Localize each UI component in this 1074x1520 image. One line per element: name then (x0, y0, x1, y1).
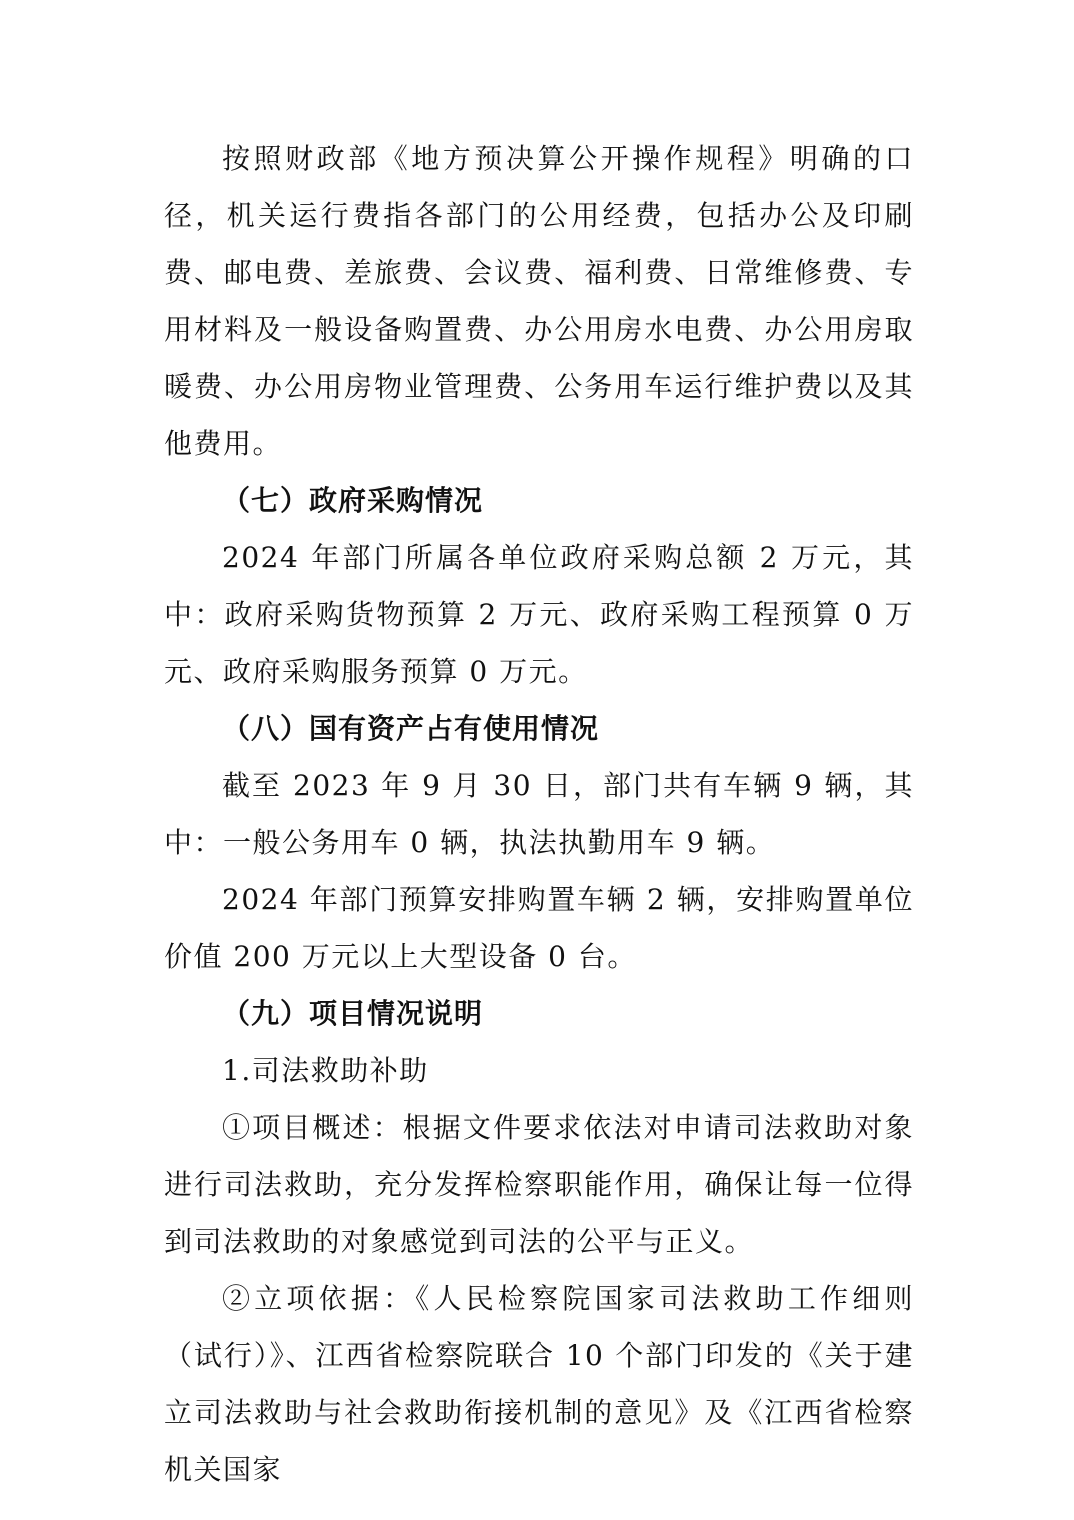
paragraph-vehicle-purchase: 2024 年部门预算安排购置车辆 2 辆，安排购置单位价值 200 万元以上大型设备 0 台。 (164, 883, 914, 973)
section-heading-government-procurement: （七）政府采购情况 (222, 484, 484, 517)
paragraph-project-overview: ①项目概述：根据文件要求依法对申请司法救助对象进行司法救助，充分发挥检察职能作用，确保让每一位得到司法救助的对象感觉到司法的公平与正义。 (164, 1111, 914, 1258)
document-body (164, 130, 914, 1498)
section-heading-state-assets: （八）国有资产占有使用情况 (222, 712, 600, 745)
section-heading-project-description: （九）项目情况说明 (222, 997, 484, 1030)
paragraph-vehicle-count: 截至 2023 年 9 月 30 日，部门共有车辆 9 辆，其中：一般公务用车 0 辆，执法执勤用车 9 辆。 (164, 769, 914, 859)
project-title-judicial-aid: 1.司法救助补助 (222, 1054, 429, 1087)
paragraph-operating-costs: 按照财政部《地方预决算公开操作规程》明确的口径，机关运行费指各部门的公用经费，包括办公及印刷费、邮电费、差旅费、会议费、福利费、日常维修费、专用材料及一般设备购置费、办公用房水电费、办公用房取暖费、办公用房物业管理费、公务用车运行维护费以及其他费用。 (164, 142, 914, 460)
paragraph-project-basis: ②立项依据：《人民检察院国家司法救助工作细则（试行）》、江西省检察院联合 10 个部门印发的《关于建立司法救助与社会救助衔接机制的意见》及《江西省检察机关国家 (164, 1282, 914, 1486)
paragraph-procurement-total: 2024 年部门所属各单位政府采购总额 2 万元，其中：政府采购货物预算 2 万元、政府采购工程预算 0 万元、政府采购服务预算 0 万元。 (164, 541, 914, 688)
